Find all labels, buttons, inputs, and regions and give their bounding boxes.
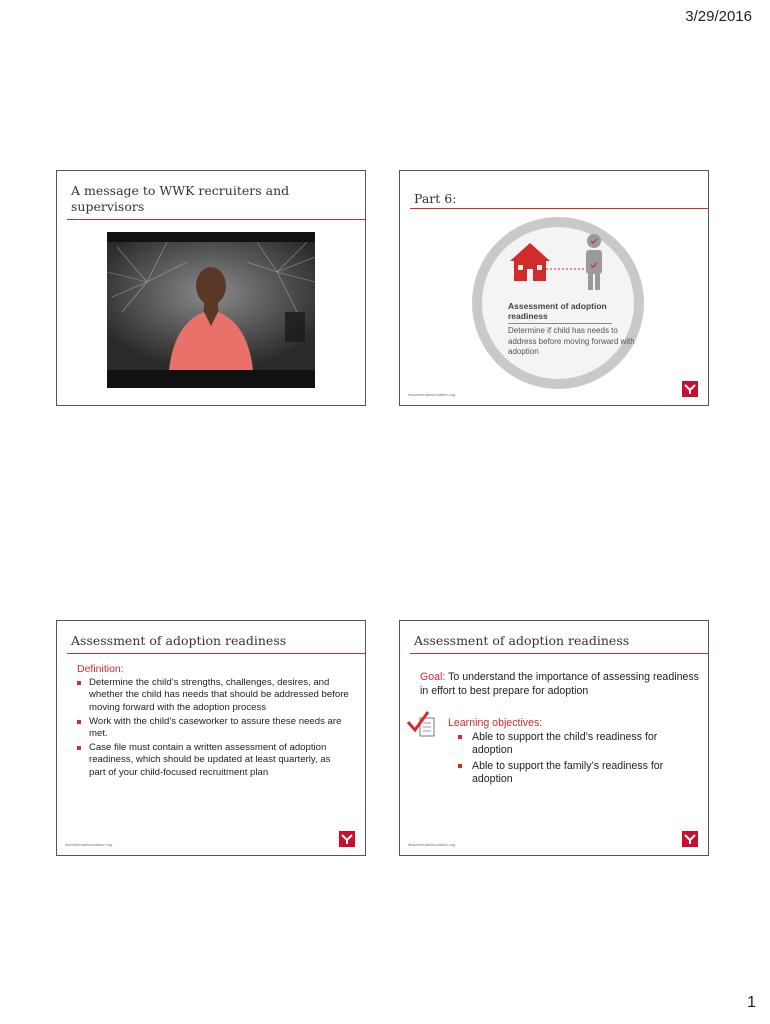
learning-objectives — [448, 717, 698, 789]
page-number: 1 — [747, 994, 756, 1011]
video-scene-illustration — [107, 242, 315, 370]
objectives-list — [458, 731, 698, 787]
slide-4 — [399, 620, 709, 856]
page-date: 3/29/2016 — [685, 8, 752, 25]
slide-title: A message to WWK recruiters and supervisors — [71, 183, 290, 214]
video-player[interactable] — [107, 232, 315, 388]
dave-thomas-logo-icon — [682, 381, 698, 397]
footer-url: davethomasfoundation.org — [65, 842, 113, 847]
slide-2 — [399, 170, 709, 406]
objectives-label: Learning objectives: — [448, 717, 543, 729]
slide-title: Assessment of adoption readiness — [414, 633, 630, 648]
slide-title: Part 6: — [414, 191, 457, 206]
definition-label: Definition: — [77, 663, 124, 675]
house-child-illustration — [482, 227, 634, 297]
dave-thomas-logo-icon — [682, 831, 698, 847]
title-divider — [67, 653, 365, 654]
title-divider — [410, 653, 708, 654]
assessment-graphic-inner — [482, 227, 634, 379]
graphic-divider — [508, 323, 612, 324]
graphic-heading: Assessment of adoption readiness — [508, 301, 607, 321]
child-figure-icon — [586, 234, 602, 290]
list-item: Case file must contain a written assessment of adoption readiness, which should be updated at least quarterly, as part of your child-focused recruitment plan — [77, 742, 349, 779]
list-item: Work with the child’s caseworker to assure these needs are met. — [77, 716, 349, 740]
slide-3 — [56, 620, 366, 856]
list-item: Able to support the family’s readiness for adoption — [458, 760, 698, 787]
house-icon — [510, 243, 550, 281]
slide-title: Assessment of adoption readiness — [71, 633, 287, 648]
title-divider — [410, 208, 708, 209]
goal-label: Goal: — [420, 671, 446, 683]
title-divider — [67, 219, 365, 220]
footer-url: davethomasfoundation.org — [408, 842, 456, 847]
assessment-graphic — [472, 217, 644, 389]
goal-description: To understand the importance of assessing readiness in effort to best prepare for adoption — [420, 671, 699, 697]
dave-thomas-logo-icon — [339, 831, 355, 847]
slide-1 — [56, 170, 366, 406]
goal-text — [420, 671, 702, 698]
slide-body — [77, 663, 349, 781]
list-item: Determine the child’s strengths, challenges, desires, and whether the child has needs that should be addressed before moving forward with the adoption process — [77, 677, 349, 714]
checklist-icon — [406, 710, 440, 740]
definition-list — [77, 677, 349, 779]
video-frame — [107, 242, 315, 370]
graphic-description: Determine if child has needs to address before moving forward with adoption — [508, 326, 635, 356]
list-item: Able to support the child’s readiness for adoption — [458, 731, 698, 758]
footer-url: davethomasfoundation.org — [408, 392, 456, 397]
